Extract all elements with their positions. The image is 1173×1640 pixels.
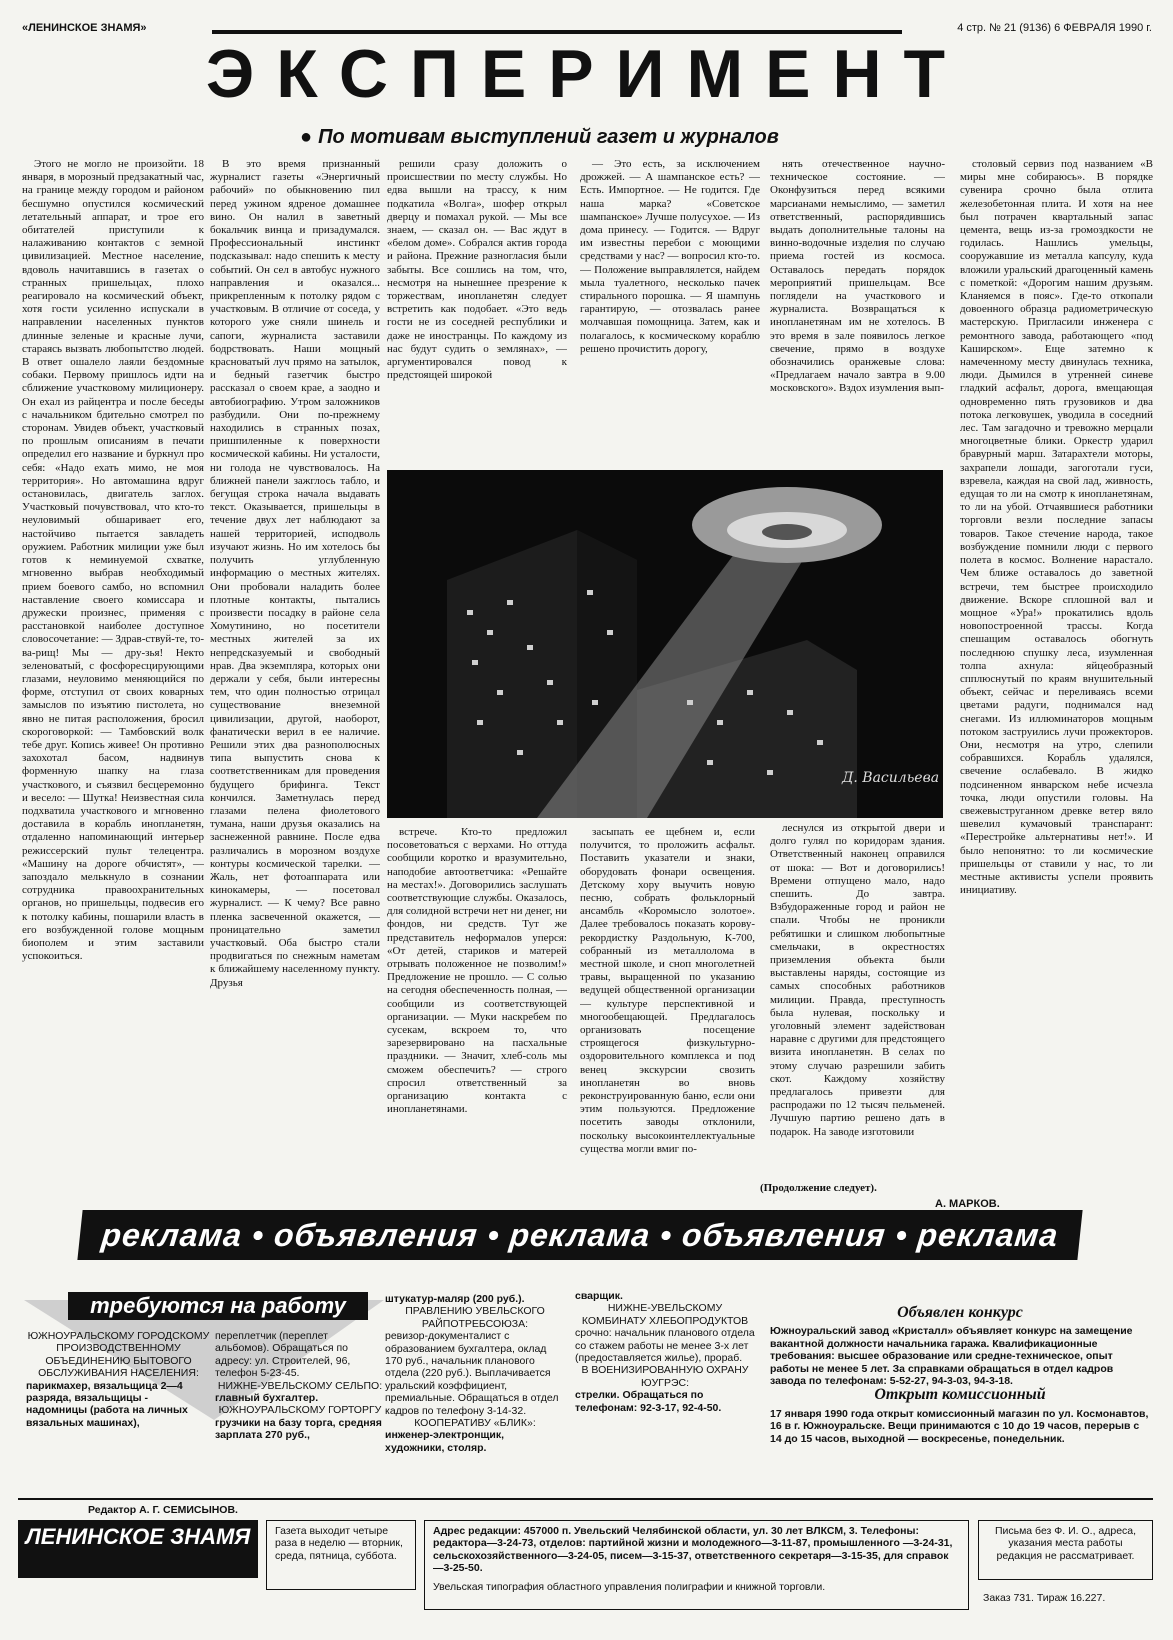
ufo-illustration (387, 470, 943, 818)
ad-text: срочно: начальник планового отдела со стажем работы не менее 3-х лет (предоставляется жилье), прораб. (575, 1327, 755, 1365)
article-title: ЭКСПЕРИМЕНТ (205, 36, 968, 112)
column-text: Этого не могло не произойти. 18 января, в морозный предзакатный час, на границе между городом и районом бесшумно опустился космический летательный аппарат, и трое его обитателей приступили к налаживанию контактов с земной цивилизацией. Местное население, вдоволь начитавшись в газетах о странных пришельцах, плохо реагировало на космический объект, хотя гости усиленно испускали в направлении населенных пунктов длинные зеленые и красные лучи, стараясь вызвать любопытство людей. В ответ ошалело лаяли бездомные собаки. Первому пришлось идти на сближение участковому милиционеру. Он ехал из райцентра и после беседы с начальником бдительно смотрел по сторонам. Увидев объект, участковый по прошлым описаниям в печати определил его название и буркнул про себя: «Надо ехать мимо, не моя территория». Но автомашина вдруг остановилась, двигатель заглох. Участковый почувствовал, что кто-то неуловимый обшаривает его, настойчиво пытается завладеть оружием. Работник милиции уже был готов к неминуемой схватке, мгновенно выбрав необходимый прием боевого самбо, но вспомнил наставление своего комиссара и дружески произнес, применяя с расстановкой наиболее доступное словосочетание: — Здрав-ствуй-те, то-ва-рищ! Мы — дру-зья! Некто зеленоватый, с фосфоресцирующими глазами, неуловимо меняющийся по форме, отступил от своих коварных замыслов по изъятию пистолета, но явно не питая расположения, бросил скороговоркой: — Тамбовский волк тебе друг. Копись живее! Он противно захохотал басом, надвинув форменную шапку на глаза участкового, и съязвил бесцеремонно и весело: — Шутка! Неизвестная сила подхватила участкового и мгновенно доставила в корабль инопланетян, отдаленно напоминающий интерьер режиссерский пульт телецентра. «Машину на дороге обчистят», — запоздало мелькнуло в сознании сотрудника правоохранительных органов, но пришельцы, подвесив его к потолку кабины, пошарили власть в его возбужденной голове мощным биополем и этим заставили успокоиться. (22, 158, 204, 963)
ad-text: переплетчик (переплет альбомов). Обращаться по адресу: ул. Строителей, 96, телефон 5-23-45. (215, 1330, 351, 1380)
column-text: решили сразу доложить о происшествии по месту службы. Но едва вышли на трассу, к ним подкатила «Волга», шофер открыл дверцу и помахал рукой. — Мы все знаем, — сказал он. — Вас ждут в «белом доме». Собрался актив города и района. Прежние разногласия были забыты. Все сошлись на том, что, несмотря на нынешнее презрение к торжествам, инопланетян следует встретить как подобает. «Это ведь гости не из соседней республики и даже не иностранцы. По каждому из нас будут судить о землянах», — аргументировался повод к предстоящей широкой (387, 158, 567, 382)
article-column-5b (770, 822, 945, 1206)
contest-text: Южноуральский завод «Кристалл» объявляет конкурс на замещение вакантной должности начальника гаража. Квалификационные требования: высшее образование или средне-техническое, опыт работы не менее 5 лет. За справками обращаться в отдел кадров завода по телефонам: 5-52-27, 94-3-03, 94-3-18. (770, 1325, 1133, 1388)
article-column-6 (960, 158, 1153, 1206)
column-text: столовый сервиз под названием «В миры мне собираюсь». В порядке сувенира срочно была отлита железобетонная плита. И хотя на нее был потрачен квартальный запас цемента, вещь из-за громоздкости не годилась. Нашлись умельцы, сооружавшие из металла капсулу, куда вложили уральский драгоценный камень с пометкой: «Дорогим нашим друзьям. Кланяемся в пояс». Где-то откопали довоенного образца радиометрическую мастерскую. Пригласили инженера с ремонтного завода, работающего «под Каширском». Еще затемно к намеченному месту двинулась техника, люди. Дымился в утренней синеве гладкий асфальт, дорога, вмещающая одновременно пять грузовиков и два потока легковушек, уводила в соседний лес. Там загадочно и тревожно мерцали многоцветные блики. Оркестр ударил бравурный марш. Затарахтели моторы, захрапели лошади, загоготали гуси, взревела, каждая на свой лад, живность, едущая то ли на смотр к инопланетянам, то ли на убой. Отчаявшиеся работники торговли везли последние запасы товаров. Такое стечение народа, такое возбуждение помнили люди с первого полета в космос. Волнение нарастало. Чем ближе оставалось до заветной встречи, тем быстрее происходило движение. Вскоре сплошной вал и мощное «Ура!» прокатились вдоль новопостроенной трассы. Когда спешащим оставалось обогнуть последнюю спушку леса, изумленная толпа ахнула: яйцеобразный спплюснутый по краям внушительный объект, сейчас и переливаясь всеми цветами радуги, поднимался над снегами. Из иллюминаторов мощным потоком заструились лучи прожекторов. Они, несмотря на утро, слепили собравшихся. Корабль удалялся, свечение ослабевало. В жидко подсиненном январском небе исчезла точка, люди опустили головы. На свежевыструганном древке ветер вяло шевелил кумачовый транспарант: «Перестройке альтернативы нет!». И было непонятно: то ли космические пришельцы от ставили у нас, то ли местные активисты успели проявить инициативу. (960, 158, 1153, 897)
article-author: А. МАРКОВ. (935, 1198, 1000, 1210)
ad-band: реклама • объявления • реклама • объявления • реклама (77, 1210, 1082, 1260)
ad-text: грузчики на базу торга, средняя зарплата 270 руб., (215, 1416, 382, 1442)
contest-title: Объявлен конкурс (897, 1305, 1023, 1321)
column-text: леснулся из открытой двери и долго гулял по коридорам здания. Ответственный наконец оправился от шока: — Вот и договорились! Времени отпущено мало, надо спешить. До завтра. Взбудораженные город и район не спали. Чтобы не проникли ребятишки и слишком любопытные смельчаки, в окрестностях приземления объекта были выставлены наряды, состоящие из самых способных работников милиции. Правда, преступность была нулевая, поскольку и уголовный элемент задействован наравне с другими для предстоящего визита инопланетян. В селах по этому случаю разрешили забить скот. Каждому хозяйству предлагалось привезти для распродажи по 12 тысяч пельменей. Лучшую партию решено дать в подарок. На заводе изготовили (770, 822, 945, 1138)
ad-text: главный бухгалтер. (215, 1392, 319, 1405)
job-ad-1 (26, 1330, 211, 1490)
ad-text: штукатур-маляр (200 руб.). (385, 1293, 525, 1305)
article-column-2 (210, 158, 380, 1206)
job-ad-2 (215, 1330, 385, 1490)
ad-org: ЮЖНОУРАЛЬСКОМУ ГОРТОРГУ (218, 1404, 382, 1417)
article-subtitle (300, 126, 779, 149)
newspaper-logo: ЛЕНИНСКОЕ ЗНАМЯ (18, 1520, 258, 1578)
jobs-banner: требуются на работу (68, 1292, 368, 1320)
shop-title: Открыт комиссионный (874, 1386, 1046, 1404)
page-footer (18, 1498, 1153, 1610)
subtitle-text: По мотивам выступлений газет и журналов (318, 126, 779, 148)
address-box (424, 1520, 969, 1610)
column-text: — Это есть, за исключением дрожжей. — А шампанское есть? — Есть. Импортное. — Не годится. Где наша марка? «Советское шампанское» Лучше полусухое. — Из дома принесу. — Годится. — Вдруг им известны перебои с моющими средствами у нас? — вопросил кто-то. — Положение выправлялется, найдем мыла туалетного, несколько пачек стирального порошка. — Я шампунь гарантирую, — отозвалась ранее молчавшая помощница. Затем, как и полагалось, к космическому кораблю решено прочистить дорогу, (580, 158, 760, 355)
ad-org: В ВОЕНИЗИРОВАННУЮ ОХРАНУ ЮУГРЭС: (581, 1364, 749, 1389)
letters-box: Письма без Ф. И. О., адреса, указания места работы редакция не рассматривает. (978, 1520, 1153, 1580)
column-text: нять отечественное научно-техническое состояние. — Оконфузиться перед всякими марсианами немыслимо, — заметил ответственный, распорядившись выдать дополнительные талоны на винно-водочные изделия по случаю приема гостей из космоса. Оставалось передать порядок мероприятий пришельцам. Все поглядели на участкового и журналиста. Возвращаться к инопланетянам им не хотелось. В это время в зале появилось легкое свечение, прямо в воздухе обозначились оранжевые слова: «Предлагаем начало завтра в 9.00 московского». Вздох изумления вып- (770, 158, 945, 395)
column-text: В это время признанный журналист газеты «Энергичный рабочий» по обыкновению пил перед ужином ядреное домашнее вино. Он налил в заветный бокальчик винца и призадумался. Профессиональный инстинкт подсказывал: надо спешить к месту событий. Он сел в автобус нужного направления и оказался... прикрепленным к потолку рядом с участковым. В отличие от соседа, у которого уже сняли шинель и сапоги, журналиста заставили бодрствовать. Наши мощный красноватый луч прямо на затылок, и бедный газетчик быстро рассказал о своем крае, а заодно и автобиографию. Утром заложников разбудили. Они по-прежнему находились в странных позах, пришпиленные к поверхности космической кабины. Ни усталости, ни голода не чувствовалось. На ближней панели зажглось табло, и бегущая строка начала выдавать текст. Оказывается, пришельцы в течение двух лет наблюдают за нашей территорией, исподволь изучают жизнь. Но им хотелось бы получить углубленную информацию о местных жителях. Они пробовали наладить более плотные контакты, пытались произвести посадку в районе села Хомутинино, но посетители местных жителей за их непредсказуемый и свободный нрав. Два экземпляра, которых они держали у себя, были интересны тем, что один полностью отрицал существование внеземной цивилизации, другой, наоборот, фанатически верил в ее наличие. Решили этих два разнополюсных типа выпустить снова к соответственникам для проведения будущего брифинга. Текст кончился. Заметнулась перед глазами пелена фиолетового тумана, наши друзья оказались на заснеженной равнине. После едва различались в морозном воздухе контуры космической тарелки. — Жаль, нет фотоаппарата или кинокамеры, — посетовал журналист. — К чему? Все равно пленка засвеченной окажется, — проницательно заметил участковый. Оба быстро стали продвигаться по снежным наметам к ближайшему населенному пункту. Друзья (210, 158, 380, 989)
article-column-3b (387, 826, 567, 1206)
bullet-icon: ● (300, 126, 313, 148)
schedule-box: Газета выходит четыре раза в неделю — вторник, среда, пятница, суббота. (266, 1520, 416, 1590)
ad-text: инженер-электронщик, художники, столяр. (385, 1429, 504, 1454)
notices (770, 1305, 1150, 1495)
column-text: встрече. Кто-то предложил посоветоваться с верхами. Но оттуда сообщили коротко и вразумительно, наподобие автоответчика: «Решайте на местах!». Договорились заслушать соответствующие службы. Оказалось, для солидной встречи нет ни денег, ни фондов, ни средств. Тут же представитель неформалов уперся: «От детей, стариков и матерей отрывать положенное не позволим!» Предложение не прошло. — С солью на сегодня обеспеченность полная, — сообщили из соответствующей организации. — Муки наскребем по сусекам, вскроем то, что зарезервировано на пасхальные праздники. — Значит, хлеб-соль мы сможем обеспечить? — строго спросил ответственный за организацию контакта с инопланетянами. (387, 826, 567, 1116)
shop-text: 17 января 1990 года открыт комиссионный магазин по ул. Космонавтов, 16 в г. Южноуральске. Вещи принимаются с 10 до 19 часов, перерыв с 14 до 15 часов, выходной — воскресенье, понедельник. (770, 1407, 1149, 1445)
address-text: Адрес редакции: 457000 п. Увельский Челябинской области, ул. 30 лет ВЛКСМ, 3. Телефоны: редактора—3-24-73, отделов: партийной жизни и молодежного—3-11-87, промышленного —3-24-31, сельскохозяйственного—3-24-05, писем—3-15-37, ответственного секретаря—3-15-35, для справок —3-25-50. (433, 1525, 953, 1575)
ad-text: сварщик. (575, 1290, 623, 1302)
ad-org: НИЖНЕ-УВЕЛЬСКОМУ СЕЛЬПО: (217, 1379, 383, 1392)
order-info: Заказ 731. Тираж 16.227. (983, 1592, 1106, 1604)
ad-org: ЮЖНОУРАЛЬСКОМУ ГОРОДСКОМУ ПРОИЗВОДСТВЕННОМУ ОБЪЕДИНЕНИЮ БЫТОВОГО ОБСЛУЖИВАНИЯ НАСЕЛЕНИЯ: (27, 1330, 210, 1380)
ad-text: парикмахер, вязальщица 2—4 разряда, вязальщицы - надомницы (работа на личных вязальных машинах), (26, 1379, 188, 1429)
ad-org: КООПЕРАТИВУ «БЛИК»: (414, 1417, 536, 1430)
job-ad-4 (575, 1290, 755, 1490)
continued-note: (Продолжение следует). (760, 1182, 877, 1194)
ad-org: ПРАВЛЕНИЮ УВЕЛЬСКОГО РАЙПОТРЕБСОЮЗА: (405, 1305, 545, 1330)
article-column-3 (387, 158, 567, 468)
ad-org: НИЖНЕ-УВЕЛЬСКОМУ КОМБИНАТУ ХЛЕБОПРОДУКТОВ (581, 1302, 749, 1327)
article-column-5 (770, 158, 945, 458)
article-column-4b (580, 826, 755, 1206)
printer-text: Увельская типография областного управления полиграфии и книжной торговли. (433, 1580, 826, 1593)
publication-name: «ЛЕНИНСКОЕ ЗНАМЯ» (22, 22, 147, 34)
editor-credit: Редактор А. Г. СЕМИСЫНОВ. (88, 1504, 238, 1516)
job-ad-3 (385, 1293, 565, 1493)
photo-signature: Д. Васильева (842, 770, 940, 786)
ufo-photo (387, 470, 943, 818)
article-column-4 (580, 158, 760, 468)
article-column-1 (22, 158, 204, 1206)
ad-text: стрелки. Обращаться по телефонам: 92-3-17, 92-4-50. (575, 1389, 722, 1414)
page-header (22, 18, 1152, 36)
column-text: засыпать ее щебнем и, если получится, то проложить асфальт. Поставить указатели и знаки, оборудовать фонари освещения. Детскому хору выучить новую песню, собрать фольклорный ансамбль «Коромысло золотое». Далее требовалось показать корову-рекордистку Раздольную, К-700, собранный из металлолома в местной школе, и сноп многолетней травы, выращенной по указанию ведущей общественной организации — культуре перспективной и многообещающей. Предлагалось организовать посещение строящегося физкультурно-оздоровительного комплекса и под венец экскурсии свозить инопланетян во вновь реконструированную баню, если они этим пользуются. Предложение посетить заводы отклонили, поскольку высокоинтеллектуальные существа могли вмиг по- (580, 826, 755, 1155)
header-rule (212, 30, 902, 34)
ad-text: ревизор-документалист с образованием бухгалтера, оклад 170 руб., начальник планового отдела (220 руб.). Выплачивается уральский коэффициент, премиальные. Обращаться в отдел кадров по телефону 3-14-32. (385, 1330, 559, 1417)
issue-line: 4 стр. № 21 (9136) 6 ФЕВРАЛЯ 1990 г. (957, 22, 1152, 34)
